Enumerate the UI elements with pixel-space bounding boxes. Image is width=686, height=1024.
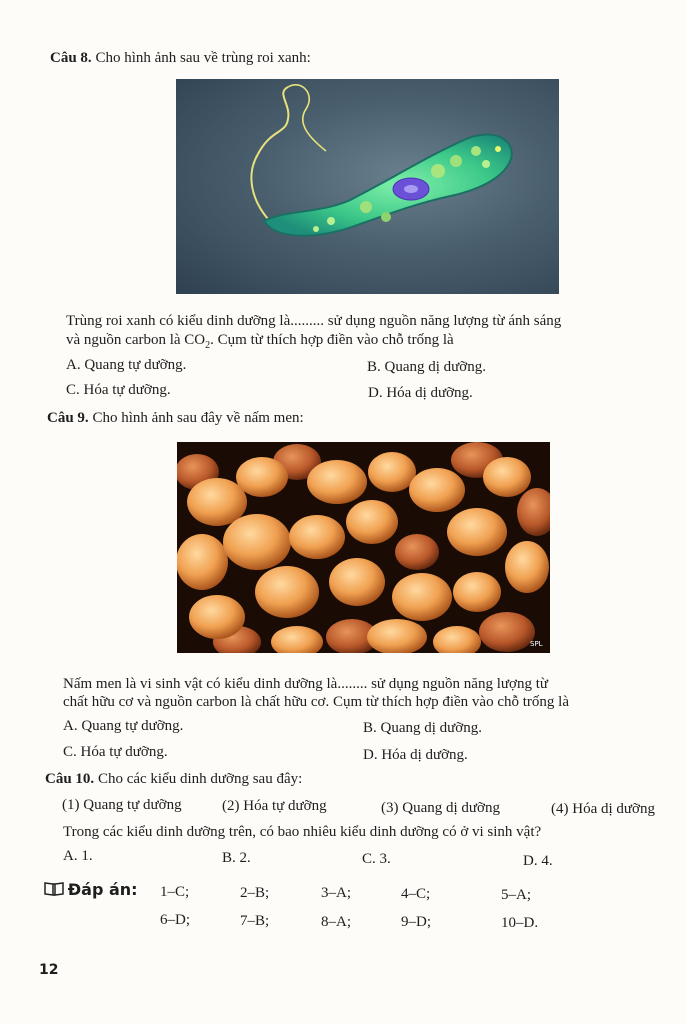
q8-option-a: A. Quang tự dưỡng. xyxy=(66,357,187,373)
q10-heading xyxy=(45,771,302,788)
answer-7: 7–B; xyxy=(240,913,270,929)
answer-3: 3–A; xyxy=(321,885,351,901)
answer-2: 2–B; xyxy=(240,885,270,901)
euglena-illustration xyxy=(176,79,559,294)
answer-4: 4–C; xyxy=(401,886,431,902)
answer-10: 10–D. xyxy=(501,915,539,931)
q8-prompt: Cho hình ảnh sau về trùng roi xanh: xyxy=(95,50,311,66)
q8-line2-subscript: 2 xyxy=(205,340,211,351)
answer-5: 5–A; xyxy=(501,887,531,903)
q8-option-d: D. Hóa dị dưỡng. xyxy=(368,385,473,401)
q10-option-b: B. 2. xyxy=(222,850,251,866)
yeast-watermark: SPL xyxy=(530,640,543,648)
page-number: 12 xyxy=(39,962,59,978)
book-icon xyxy=(44,881,64,897)
q9-prompt: Cho hình ảnh sau đây về nấm men: xyxy=(92,410,304,426)
answer-6: 6–D; xyxy=(160,912,190,928)
yeast-image xyxy=(177,442,550,653)
q9-label: Câu 9. xyxy=(47,410,89,426)
q8-heading xyxy=(50,50,311,67)
q10-item-1: (1) Quang tự dưỡng xyxy=(62,797,182,813)
answer-title: Đáp án: xyxy=(67,880,138,899)
q8-statement-line2 xyxy=(66,330,454,356)
q9-heading xyxy=(47,410,304,427)
q8-option-c: C. Hóa tự dưỡng. xyxy=(66,382,171,398)
q10-prompt: Cho các kiểu dinh dưỡng sau đây: xyxy=(97,771,303,787)
q9-option-c: C. Hóa tự dưỡng. xyxy=(63,744,168,760)
answer-8: 8–A; xyxy=(321,914,351,930)
q10-item-2: (2) Hóa tự dưỡng xyxy=(222,798,327,814)
q10-option-d: D. 4. xyxy=(523,853,553,869)
answer-1: 1–C; xyxy=(160,884,190,900)
q8-statement-line1: Trùng roi xanh có kiểu dinh dưỡng là......... sử dụng nguồn năng lượng từ ánh sáng xyxy=(66,313,562,329)
answer-9: 9–D; xyxy=(401,914,431,930)
q10-question: Trong các kiểu dinh dưỡng trên, có bao nhiêu kiểu dinh dưỡng có ở vi sinh vật? xyxy=(63,824,542,840)
q8-line2-part-a: và nguồn carbon là CO xyxy=(66,332,206,348)
yeast-illustration xyxy=(177,442,550,653)
answer-heading xyxy=(44,880,138,900)
q10-option-c: C. 3. xyxy=(362,851,391,867)
q9-statement-line2: chất hữu cơ và nguồn carbon là chất hữu cơ. Cụm từ thích hợp điền vào chỗ trống là xyxy=(63,694,569,710)
q8-label: Câu 8. xyxy=(50,50,92,66)
q10-item-4: (4) Hóa dị dưỡng xyxy=(551,801,655,817)
q10-label: Câu 10. xyxy=(45,771,95,787)
q9-option-b: B. Quang dị dưỡng. xyxy=(363,720,482,736)
q10-option-a: A. 1. xyxy=(63,848,93,864)
q9-statement-line1: Nấm men là vi sinh vật có kiểu dinh dưỡng là........ sử dụng nguồn năng lượng từ xyxy=(63,676,548,692)
q8-line2-part-b: . Cụm từ thích hợp điền vào chỗ trống là xyxy=(210,332,454,348)
q9-option-d: D. Hóa dị dưỡng. xyxy=(363,747,468,763)
q10-item-3: (3) Quang dị dưỡng xyxy=(381,800,500,816)
q8-option-b: B. Quang dị dưỡng. xyxy=(367,359,486,375)
q9-option-a: A. Quang tự dưỡng. xyxy=(63,718,184,734)
euglena-image xyxy=(176,79,559,294)
